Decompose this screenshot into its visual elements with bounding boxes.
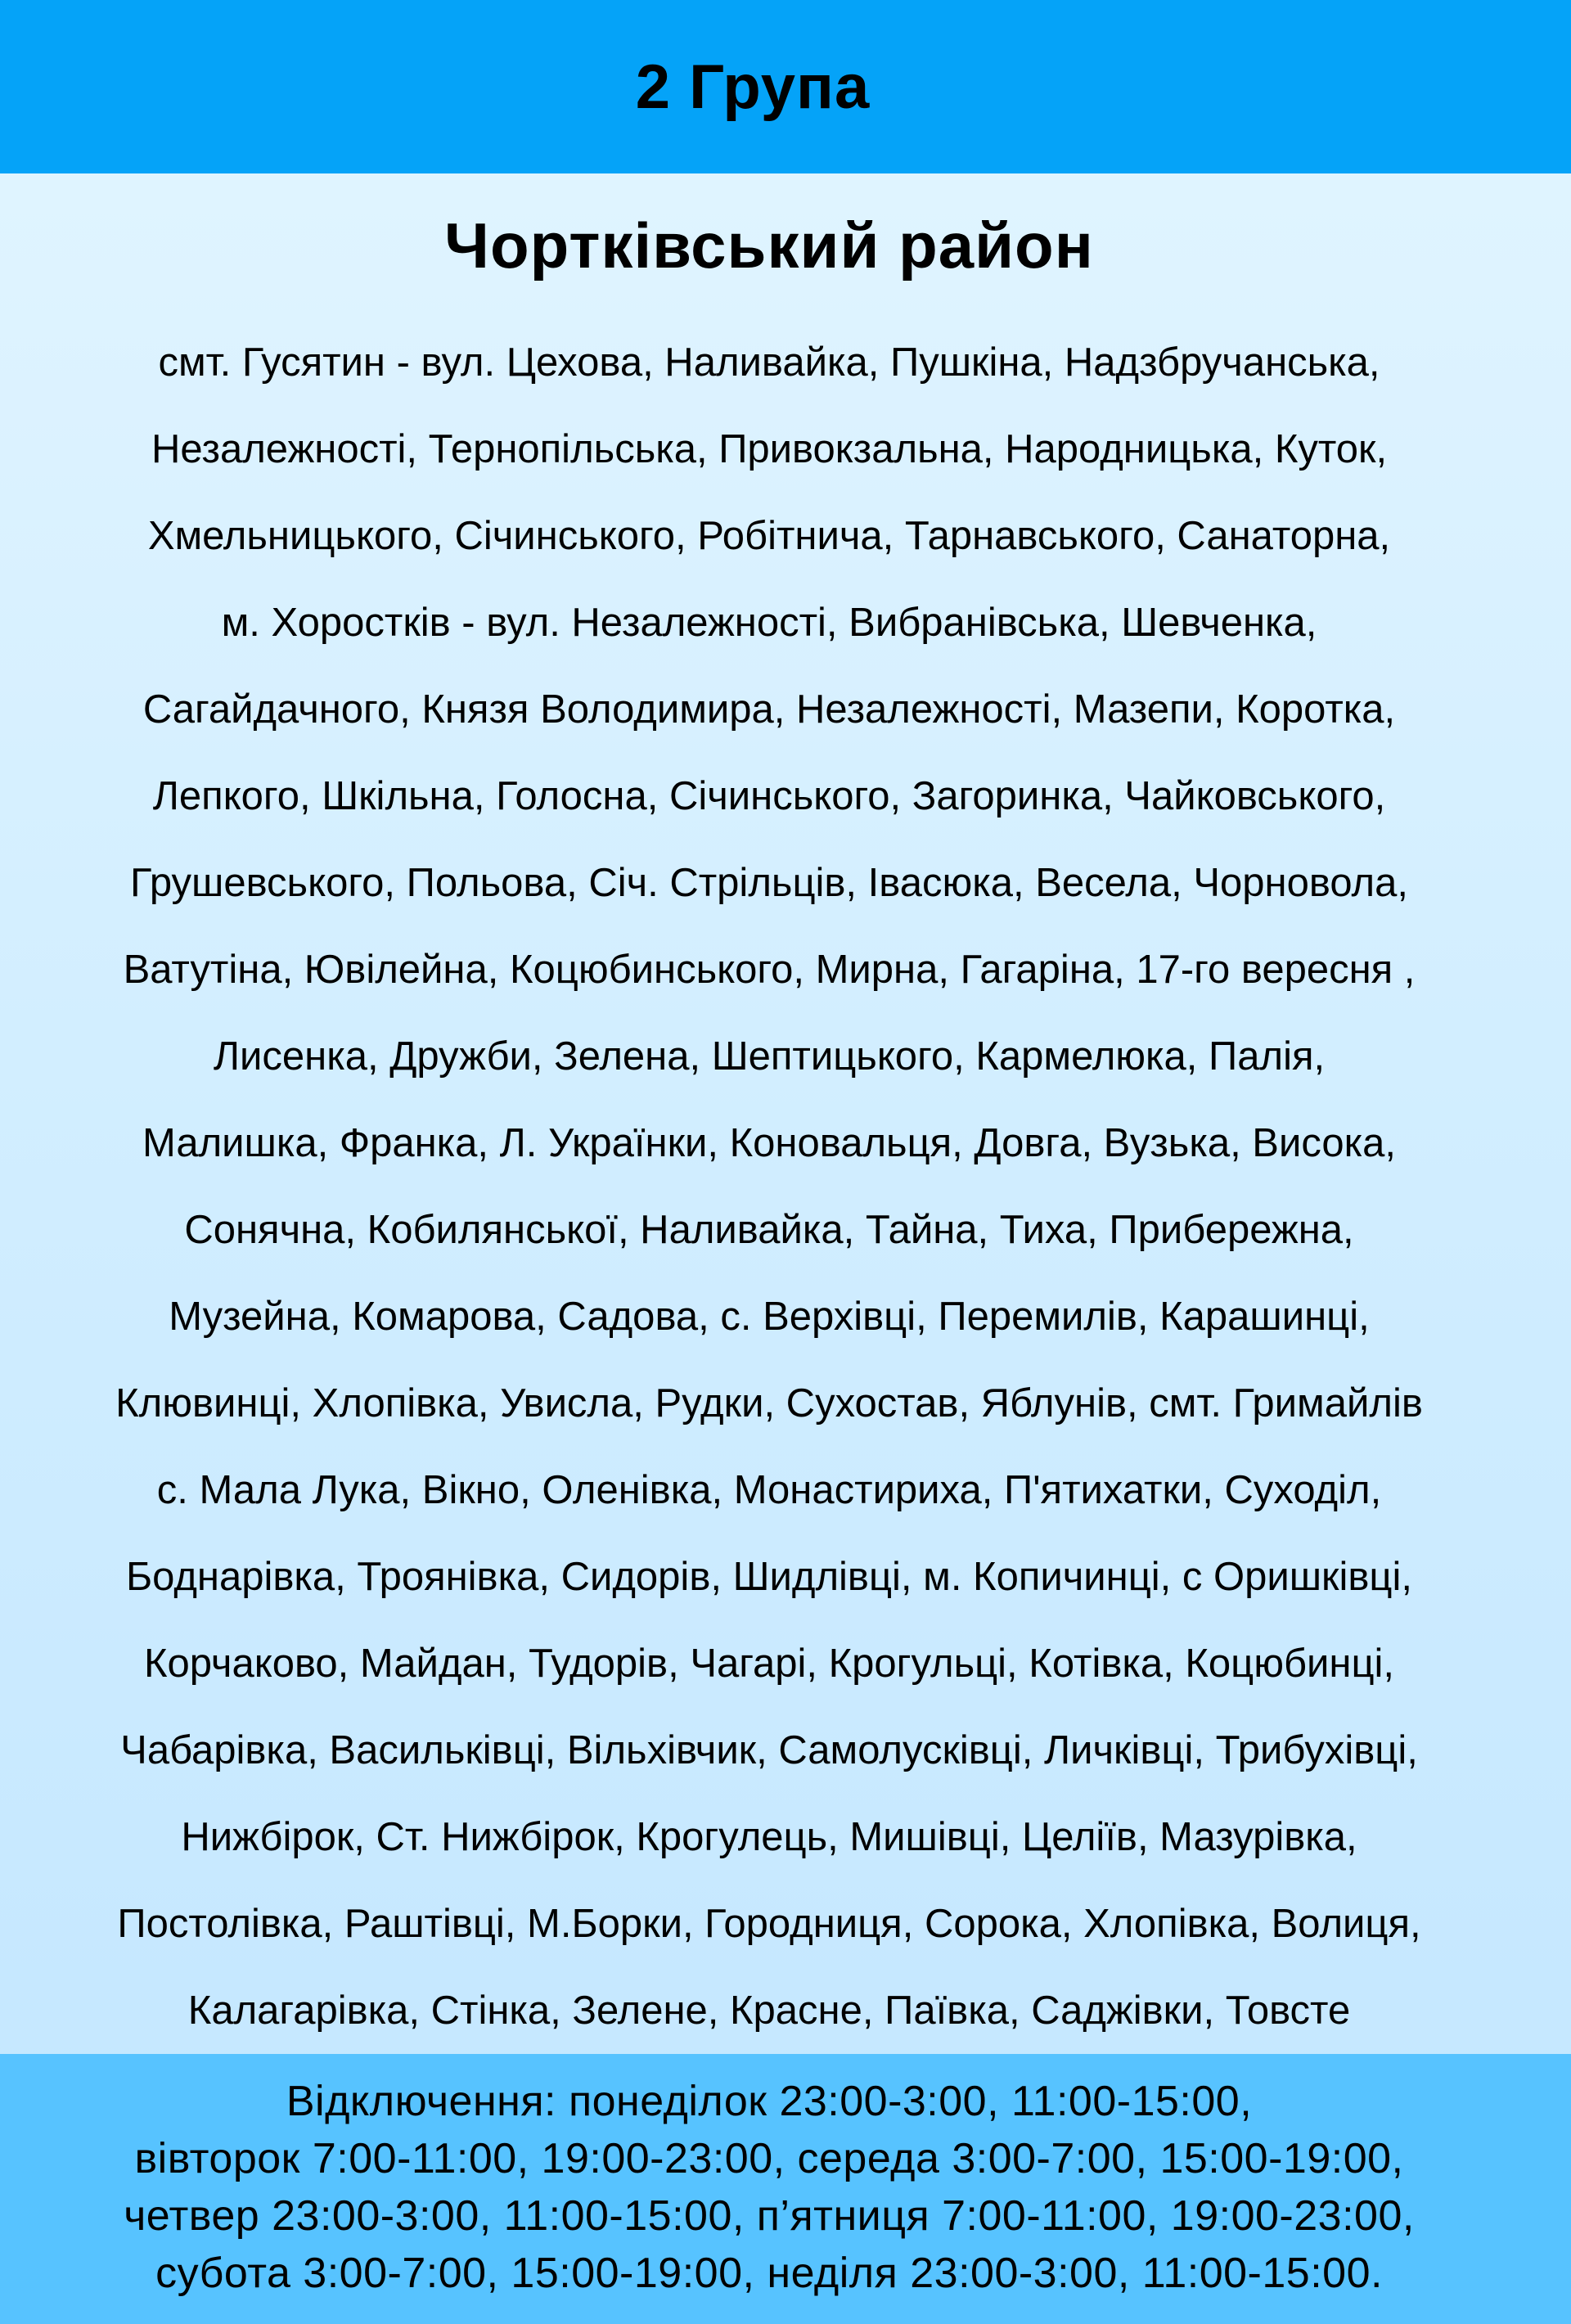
district-title: Чортківський район	[444, 209, 1094, 281]
locations-list	[0, 319, 1538, 2054]
location-line: Нижбірок, Ст. Нижбірок, Крогулець, Мишівці, Целіїв, Мазурівка,	[181, 1815, 1357, 1859]
location-line: Постолівка, Раштівці, М.Борки, Городниця, Сорока, Хлопівка, Волиця,	[117, 1902, 1421, 1946]
location-line: Лисенка, Дружби, Зелена, Шептицького, Кармелюка, Палія,	[213, 1034, 1326, 1079]
location-line: Незалежності, Тернопільська, Привокзальна, Народницька, Куток,	[151, 427, 1388, 471]
location-line: Ватутіна, Ювілейна, Коцюбинського, Мирна, Гагаріна, 17-го вересня ,	[123, 948, 1416, 992]
location-line: м. Хоростків - вул. Незалежності, Вибранівська, Шевченка,	[221, 601, 1317, 645]
schedule-line: четвер 23:00-3:00, 11:00-15:00, п’ятниця 7:00-11:00, 19:00-23:00,	[124, 2192, 1415, 2240]
schedule-line: Відключення: понеділок 23:00-3:00, 11:00-15:00,	[286, 2078, 1253, 2125]
location-line: Сонячна, Кобилянської, Наливайка, Тайна, Тиха, Прибережна,	[184, 1208, 1354, 1252]
outage-schedule	[0, 2073, 1538, 2302]
location-line: Сагайдачного, Князя Володимира, Незалежності, Мазепи, Коротка,	[142, 687, 1396, 732]
schedule-line: вівторок 7:00-11:00, 19:00-23:00, середа 3:00-7:00, 15:00-19:00,	[134, 2135, 1404, 2182]
location-line: Грушевського, Польова, Січ. Стрільців, Івасюка, Весела, Чорновола,	[130, 861, 1408, 905]
location-line: с. Мала Лука, Вікно, Оленівка, Монастириха, П'ятихатки, Суходіл,	[156, 1468, 1382, 1512]
location-line: Клювинці, Хлопівка, Увисла, Рудки, Сухостав, Яблунів, смт. Гримайлів	[115, 1381, 1423, 1425]
location-line: Малишка, Франка, Л. Українки, Коновальця, Довга, Вузька, Висока,	[142, 1121, 1397, 1165]
location-line: Калагарівка, Стінка, Зелене, Красне, Паївка, Саджівки, Товсте	[187, 1988, 1351, 2033]
location-line: Корчаково, Майдан, Тудорів, Чагарі, Крогульці, Котівка, Коцюбинці,	[143, 1642, 1395, 1686]
location-line: смт. Гусятин - вул. Цехова, Наливайка, Пушкіна, Надзбручанська,	[158, 340, 1380, 385]
group-title: 2 Група	[635, 52, 871, 122]
header-banner	[0, 0, 1571, 173]
location-line: Лепкого, Шкільна, Голосна, Січинського, Загоринка, Чайковського,	[152, 774, 1386, 818]
schedule-line: субота 3:00-7:00, 15:00-19:00, неділя 23:00-3:00, 11:00-15:00.	[155, 2250, 1383, 2297]
location-line: Боднарівка, Троянівка, Сидорів, Шидлівці, м. Копичинці, с Оришківці,	[126, 1555, 1412, 1599]
location-line: Хмельницького, Січинського, Робітнича, Тарнавського, Санаторна,	[147, 514, 1391, 558]
location-line: Музейна, Комарова, Садова, с. Верхівці, Перемилів, Карашинці,	[169, 1295, 1370, 1339]
location-line: Чабарівка, Васильківці, Вільхівчик, Самолусківці, Личківці, Трибухівці,	[120, 1728, 1418, 1772]
